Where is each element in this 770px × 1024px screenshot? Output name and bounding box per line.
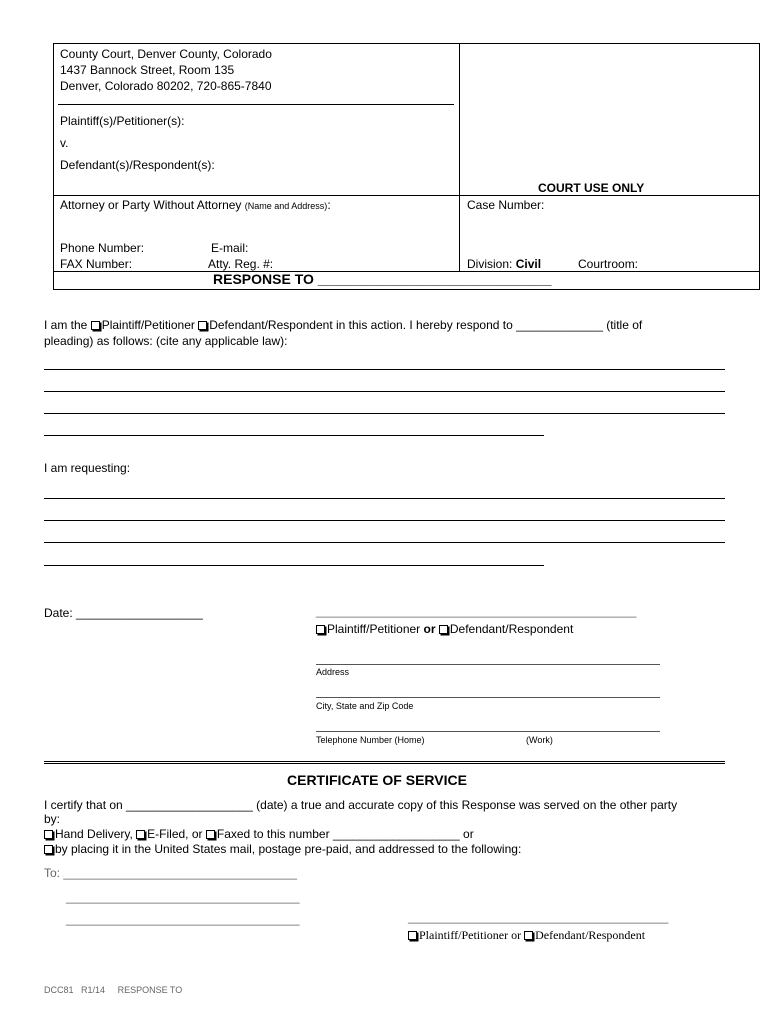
recipient-address-line[interactable]: ___________________________________	[66, 912, 300, 926]
hand-delivery-checkbox[interactable]	[44, 830, 53, 839]
court-use-only-label: COURT USE ONLY	[538, 181, 645, 195]
faxed-checkbox[interactable]	[206, 830, 215, 839]
defendant-label: Defendant(s)/Respondent(s):	[60, 158, 215, 172]
plaintiff-label: Plaintiff(s)/Petitioner(s):	[60, 114, 185, 128]
court-city-phone: Denver, Colorado 80202, 720-865-7840	[60, 79, 272, 93]
case-number-label: Case Number:	[467, 198, 545, 212]
response-statement	[44, 318, 724, 332]
request-line[interactable]	[44, 520, 725, 521]
telephone-work-label: (Work)	[526, 735, 553, 745]
efiled-label: E-Filed, or	[147, 827, 203, 841]
requesting-label: I am requesting:	[44, 461, 131, 475]
signer-defendant-label: Defendant/Respondent	[449, 622, 574, 636]
form-id: DCC81	[44, 985, 74, 995]
respond-text: in this action. I hereby respond to _____________ (title of	[336, 318, 643, 332]
response-line[interactable]	[44, 369, 725, 370]
date-field[interactable]: Date: ___________________	[44, 606, 203, 620]
signer-or-label: or	[423, 622, 436, 636]
certificate-defendant-label: Defendant/Respondent	[535, 928, 646, 942]
signer-plaintiff-label: Plaintiff/Petitioner	[327, 622, 421, 636]
city-line[interactable]	[316, 697, 660, 698]
certificate-separator	[44, 761, 725, 764]
document-title: RESPONSE TO ______________________________	[213, 271, 552, 287]
attorney-colon: :	[327, 198, 331, 212]
signer-defendant-checkbox[interactable]	[439, 625, 448, 634]
certificate-statement: I certify that on ___________________ (date) a true and accurate copy of this Response was served on the other party	[44, 798, 678, 812]
certificate-statement-continued: by:	[44, 812, 61, 826]
division-label: Division:	[467, 257, 513, 271]
telephone-home-label: Telephone Number (Home)	[316, 735, 425, 745]
plaintiff-option-label: Plaintiff/Petitioner	[101, 318, 195, 332]
mail-method	[44, 842, 521, 856]
certificate-or-label: or	[511, 928, 522, 942]
defendant-option-label: Defendant/Respondent	[209, 318, 333, 332]
certificate-plaintiff-checkbox[interactable]	[408, 931, 417, 940]
request-line[interactable]	[44, 498, 725, 499]
form-title: RESPONSE TO	[117, 985, 183, 995]
caption-divider-vertical	[459, 43, 460, 271]
attorney-note: (Name and Address)	[244, 201, 328, 211]
efiled-checkbox[interactable]	[136, 830, 145, 839]
division-field	[467, 257, 541, 271]
service-methods	[44, 827, 474, 841]
signer-party-selector	[316, 622, 573, 636]
response-line[interactable]	[44, 413, 725, 414]
request-line[interactable]	[44, 565, 544, 566]
form-revision: R1/14	[81, 985, 106, 995]
fax-label: FAX Number:	[60, 257, 133, 271]
mail-checkbox[interactable]	[44, 845, 53, 854]
mail-label: by placing it in the United States mail, postage pre-paid, and addressed to the following:	[55, 842, 522, 856]
email-label: E-mail:	[211, 241, 249, 255]
division-value: Civil	[515, 257, 542, 271]
footer	[44, 985, 182, 995]
phone-label: Phone Number:	[60, 241, 145, 255]
court-address: 1437 Bannock Street, Room 135	[60, 63, 235, 77]
address-label: Address	[316, 667, 350, 677]
response-line[interactable]	[44, 435, 544, 436]
certificate-plaintiff-label: Plaintiff/Petitioner	[419, 928, 509, 942]
recipient-address-line[interactable]: ___________________________________	[66, 890, 300, 904]
respond-text-continued: pleading) as follows: (cite any applicable law):	[44, 334, 288, 348]
signature-line[interactable]: ________________________________________________	[316, 604, 637, 618]
response-line[interactable]	[44, 391, 725, 392]
city-label: City, State and Zip Code	[316, 701, 414, 711]
signer-plaintiff-checkbox[interactable]	[316, 625, 325, 634]
attorney-label-text: Attorney or Party Without Attorney	[60, 198, 242, 212]
attorney-label	[60, 198, 331, 212]
courtroom-label: Courtroom:	[578, 257, 639, 271]
i-am-the-label: I am the	[44, 318, 88, 332]
versus-label: v.	[60, 136, 69, 150]
court-name: County Court, Denver County, Colorado	[60, 47, 272, 61]
certificate-defendant-checkbox[interactable]	[524, 931, 533, 940]
faxed-label: Faxed to this number ___________________ or	[216, 827, 474, 841]
defendant-checkbox[interactable]	[198, 321, 207, 330]
atty-reg-label: Atty. Reg. #:	[208, 257, 274, 271]
caption-divider-attorney	[53, 195, 760, 196]
hand-delivery-label: Hand Delivery,	[55, 827, 133, 841]
certificate-signature-line[interactable]: _______________________________________	[408, 910, 669, 924]
plaintiff-checkbox[interactable]	[91, 321, 100, 330]
certificate-party-selector	[408, 928, 645, 943]
request-line[interactable]	[44, 542, 725, 543]
to-field[interactable]: To: ___________________________________	[44, 866, 297, 880]
telephone-line[interactable]	[316, 731, 660, 732]
court-info-underline	[58, 104, 454, 105]
address-line[interactable]	[316, 664, 660, 665]
certificate-heading: CERTIFICATE OF SERVICE	[287, 772, 467, 788]
